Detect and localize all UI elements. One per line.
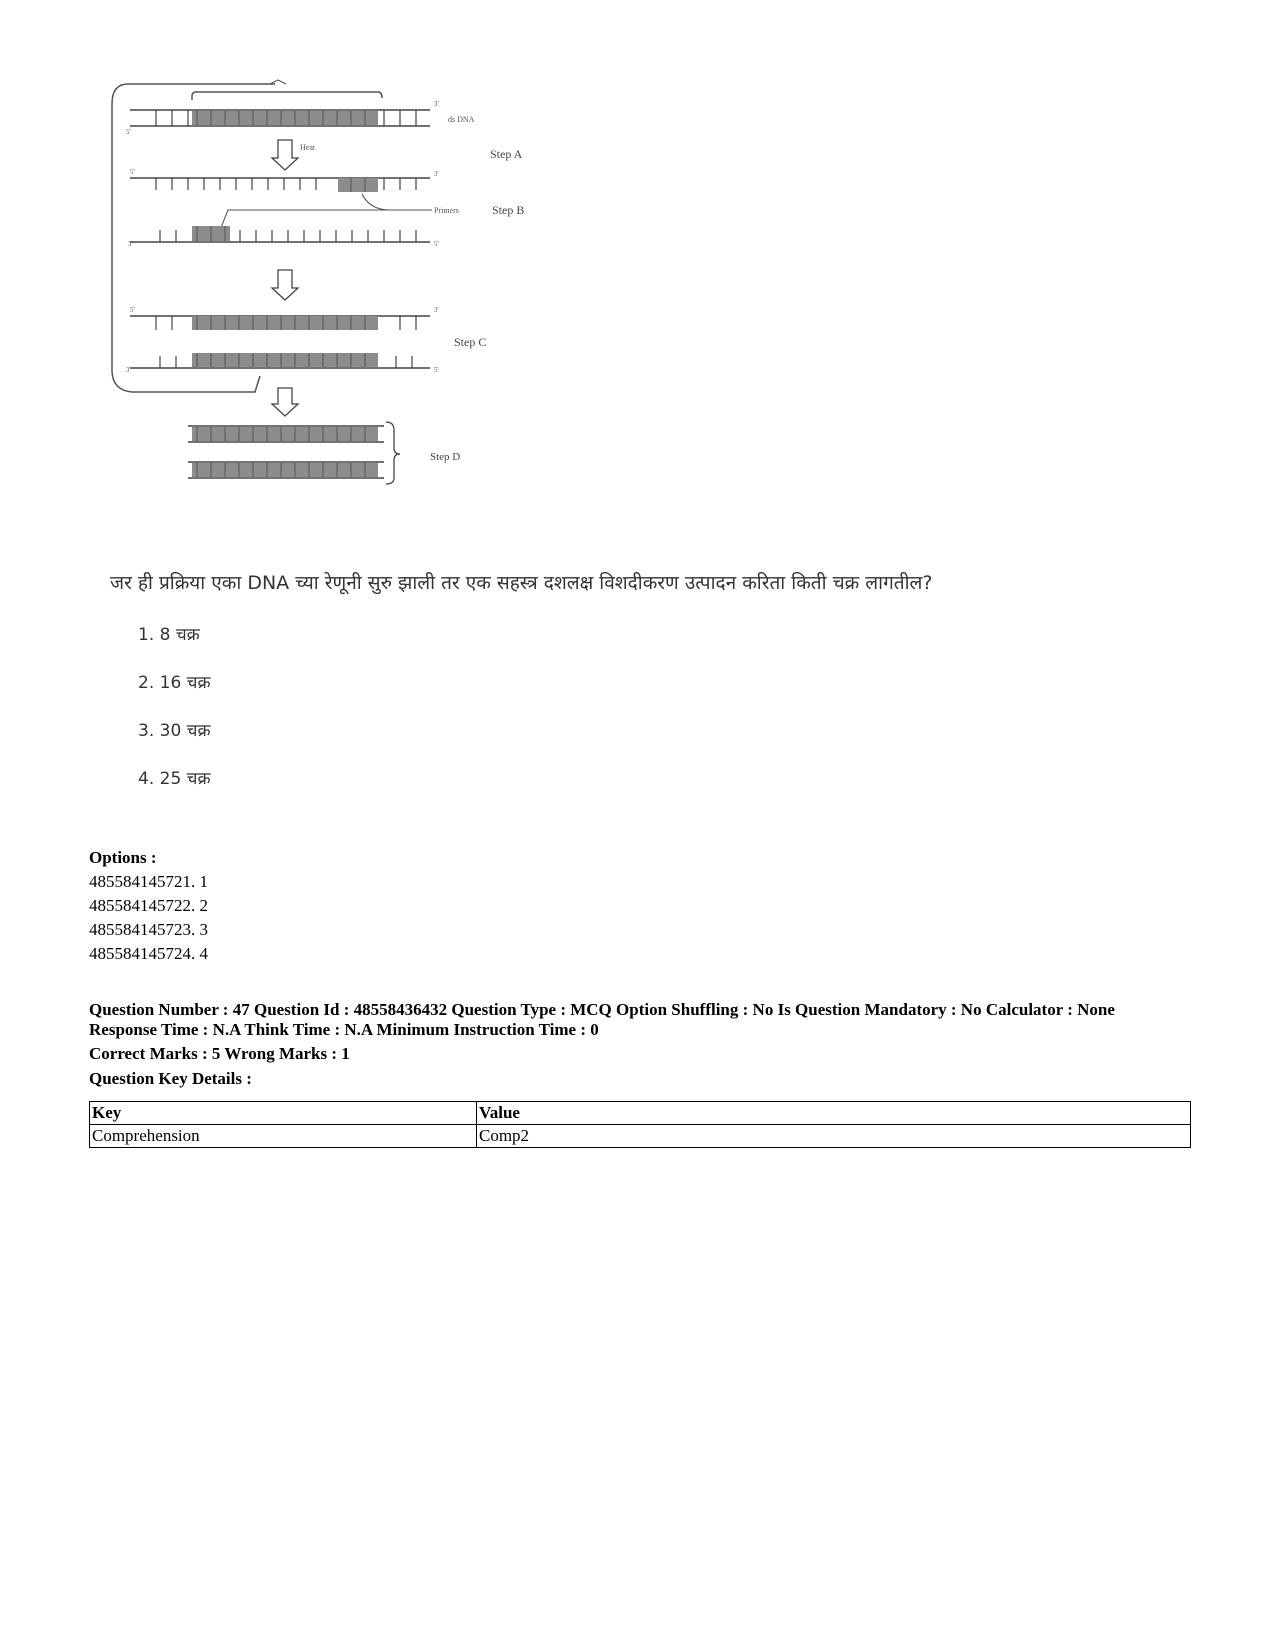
- table-header-key: Key: [90, 1102, 477, 1125]
- pcr-diagram: [100, 70, 560, 510]
- step-d-products: [188, 422, 400, 484]
- svg-text:3': 3': [128, 240, 133, 248]
- step-d-label: Step D: [430, 451, 461, 463]
- svg-text:3': 3': [434, 100, 439, 108]
- svg-text:3': 3': [126, 366, 131, 374]
- table-cell-value: Comp2: [477, 1125, 1191, 1148]
- ds-dna-label: ds DNA: [448, 115, 475, 124]
- step-a-label: Step A: [490, 147, 523, 161]
- question-text: जर ही प्रक्रिया एका DNA च्या रेणूनी सुरु झाली तर एक सहस्त्र दशलक्ष विशदीकरण उत्पादन करिता किती चक्र लागतील?: [110, 572, 933, 594]
- primers-label: Primers: [434, 206, 459, 215]
- option-item-3: 485584145723. 3: [89, 920, 208, 939]
- heat-label: Heat: [300, 143, 316, 152]
- option-item-4: 485584145724. 4: [89, 944, 208, 963]
- option-item-1: 485584145721. 1: [89, 872, 208, 891]
- table-cell-key: Comprehension: [90, 1125, 477, 1148]
- svg-text:3': 3': [434, 170, 439, 178]
- marks-line: Correct Marks : 5 Wrong Marks : 1: [89, 1044, 350, 1063]
- table-header-value: Value: [477, 1102, 1191, 1125]
- svg-text:5': 5': [434, 240, 439, 248]
- target-region-bracket: [192, 92, 382, 100]
- choice-1: 1. 8 चक्र: [138, 625, 200, 645]
- down-arrow-icon: [272, 140, 298, 170]
- question-meta-line2: Response Time : N.A Think Time : N.A Minimum Instruction Time : 0: [89, 1020, 599, 1039]
- step-b-label: Step B: [492, 203, 525, 217]
- choice-3: 3. 30 चक्र: [138, 721, 211, 741]
- svg-text:5': 5': [434, 366, 439, 374]
- svg-text:5': 5': [126, 128, 131, 136]
- step-b-strand-bottom: [130, 226, 430, 242]
- choice-4: 4. 25 चक्र: [138, 769, 211, 789]
- key-details-table: [89, 1101, 1191, 1148]
- step-c-label: Step C: [454, 335, 487, 349]
- question-meta-line1: Question Number : 47 Question Id : 48558436432 Question Type : MCQ Option Shuffling : No Is Question Mandatory : No Calculator : None: [89, 1000, 1115, 1019]
- table-row: [90, 1125, 1191, 1148]
- options-heading: Options :: [89, 848, 157, 867]
- svg-text:5': 5': [130, 306, 135, 314]
- down-arrow-icon: [272, 388, 298, 416]
- svg-text:5': 5': [130, 168, 135, 176]
- choice-2: 2. 16 चक्र: [138, 673, 211, 693]
- option-item-2: 485584145722. 2: [89, 896, 208, 915]
- step-a-dsdna: [130, 110, 430, 126]
- table-header-row: [90, 1102, 1191, 1125]
- step-c-strand-bottom: [130, 353, 430, 368]
- step-b-strand-top: [130, 178, 430, 192]
- down-arrow-icon: [272, 270, 298, 300]
- svg-text:3': 3': [434, 306, 439, 314]
- step-c-strand-top: [130, 316, 430, 330]
- key-details-heading: Question Key Details :: [89, 1069, 252, 1088]
